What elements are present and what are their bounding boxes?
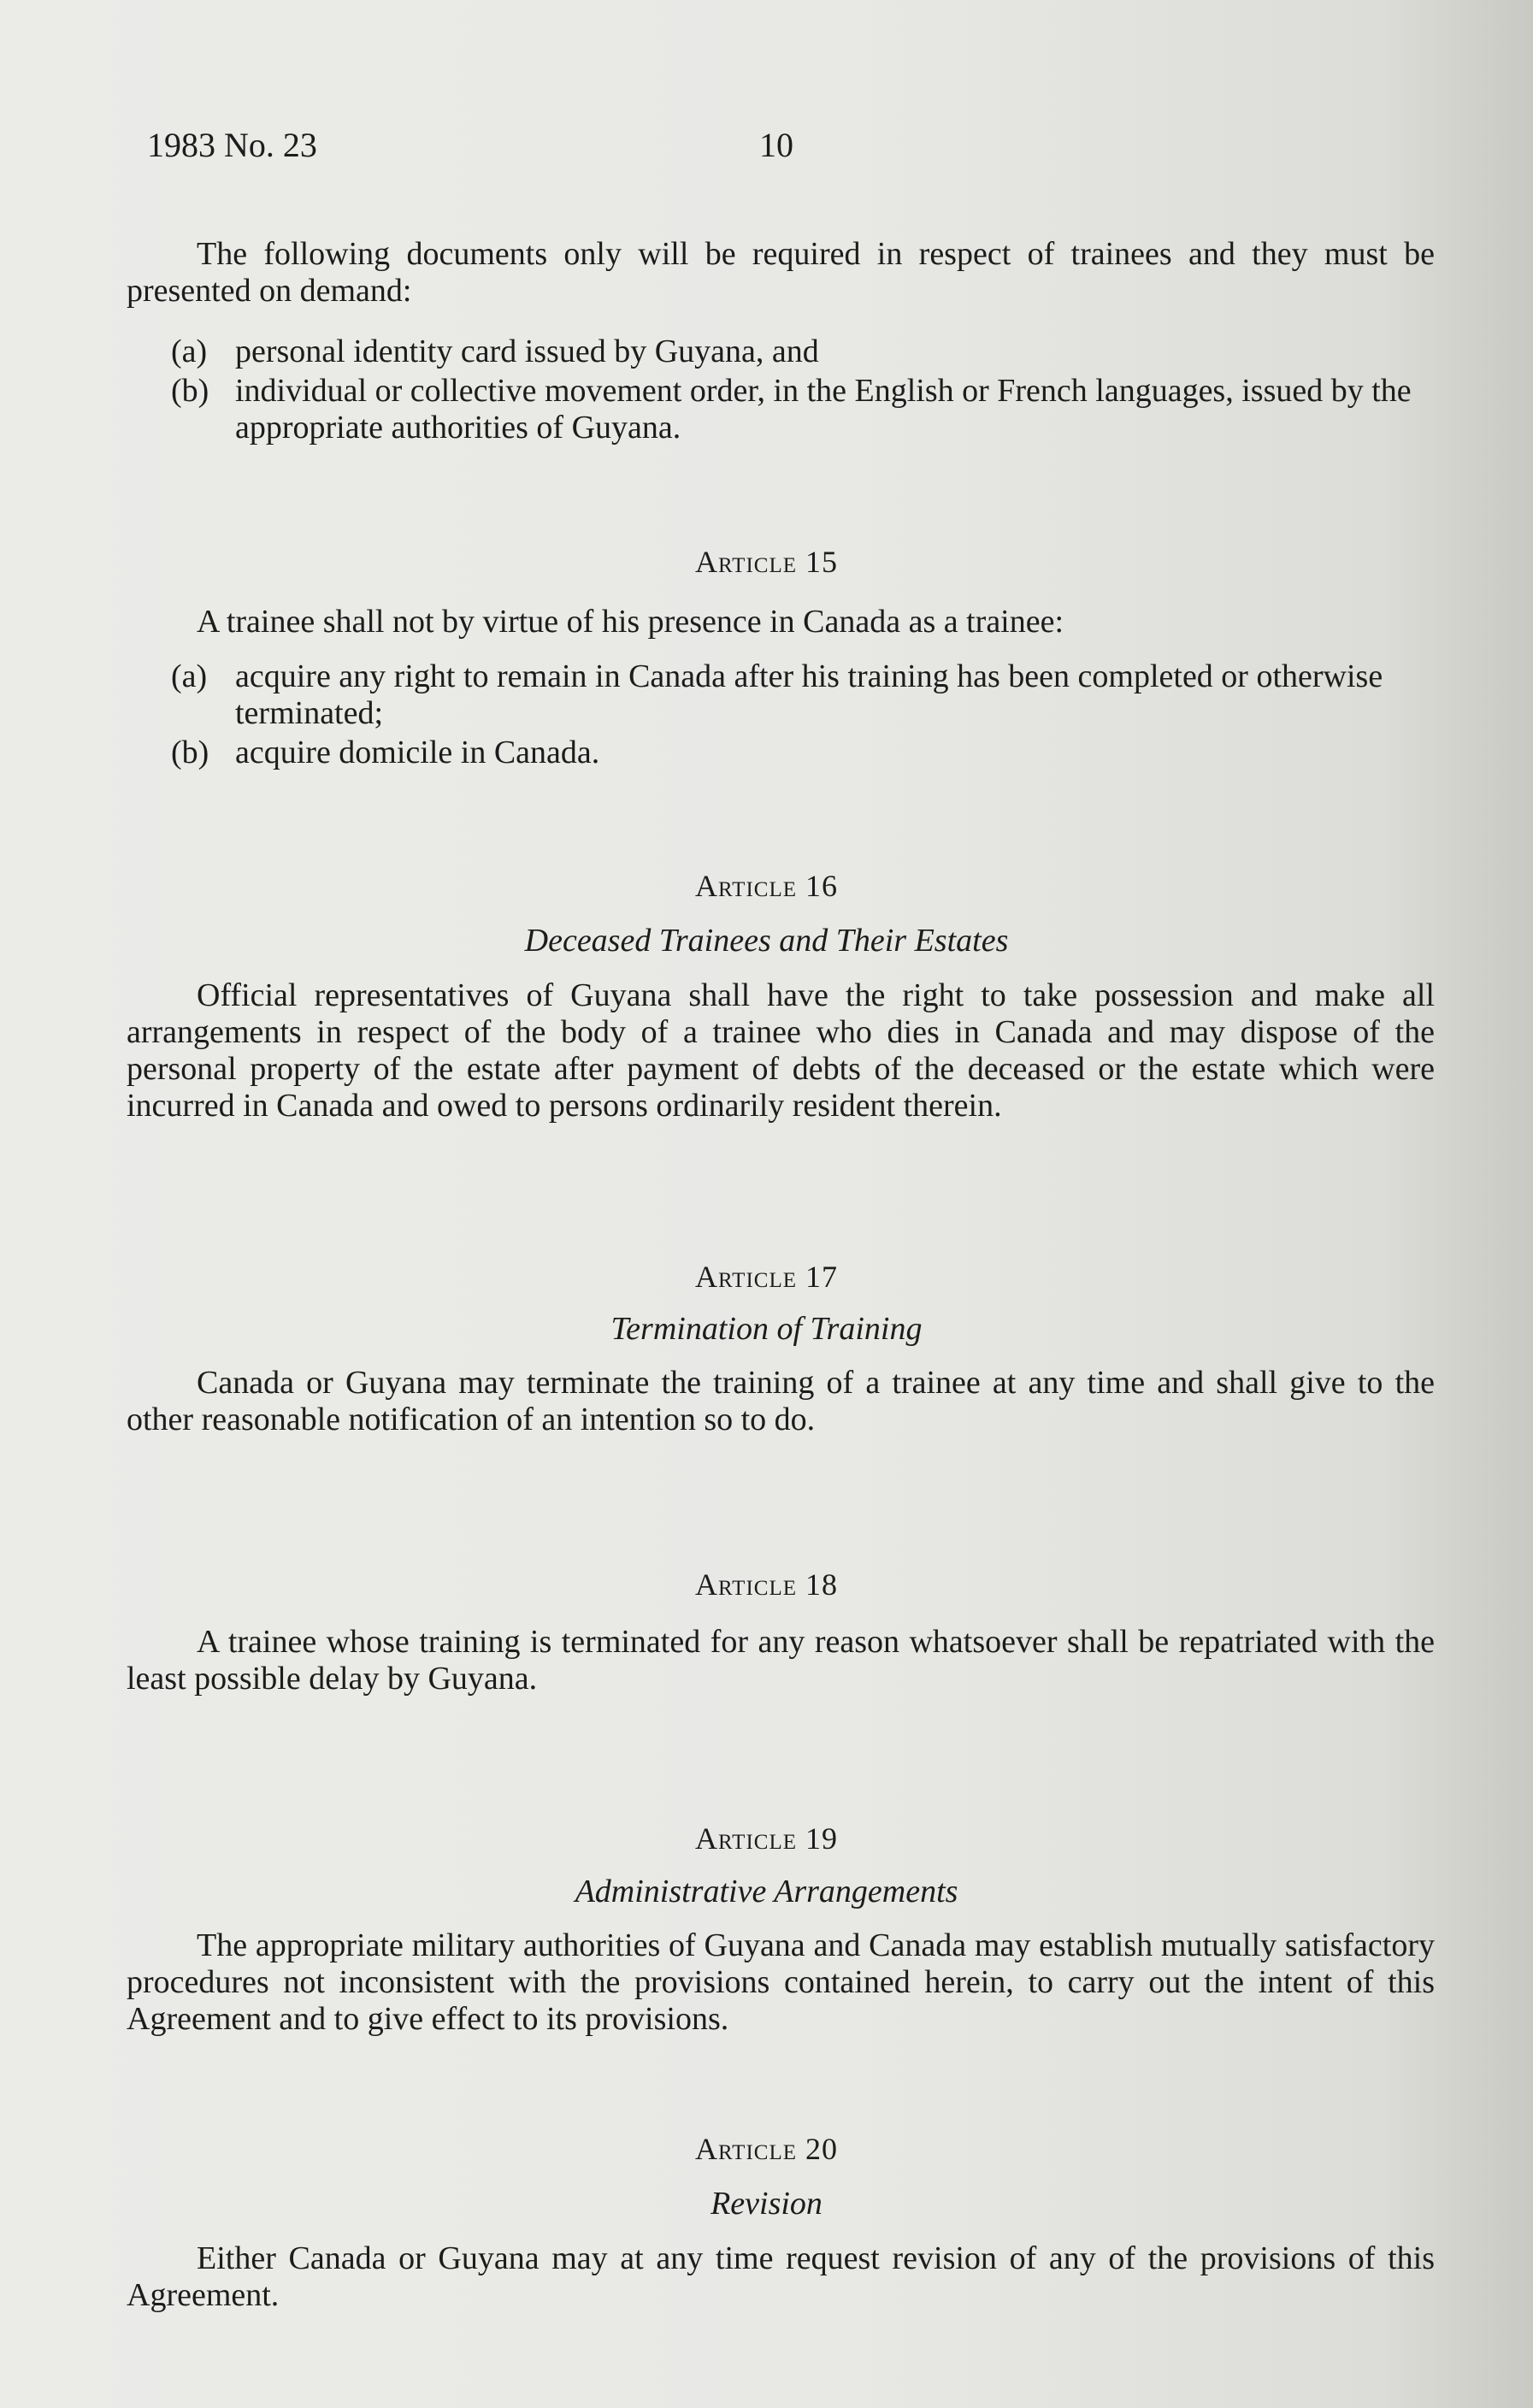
list-item-text: acquire domicile in Canada.: [235, 735, 600, 770]
article-16-heading: Article 16: [695, 869, 838, 903]
article-17-title: Termination of Training: [610, 1311, 923, 1347]
list-item-label: (b): [171, 373, 209, 409]
article-15-paragraph: A trainee shall not by virtue of his presence in Canada as a trainee:: [197, 604, 1064, 640]
list-item-label: (b): [171, 735, 209, 770]
article-19-paragraph: The appropriate military authorities of Guyana and Canada may establish mutually satisfactory procedures not inconsistent with the provisions contained herein, to carry out the intent of this Agreement and to give effect to its provisions.: [127, 1927, 1435, 2037]
article-17-heading: Article 17: [695, 1260, 838, 1294]
intro-document-list: [171, 333, 1436, 449]
list-item-label: (a): [171, 333, 208, 369]
list-item: [171, 735, 1436, 771]
article-17-paragraph: Canada or Guyana may terminate the training of a trainee at any time and shall give to the other reasonable notification of an intention so to do.: [127, 1365, 1435, 1437]
article-16-title: Deceased Trainees and Their Estates: [524, 923, 1009, 959]
article-18-paragraph: A trainee whose training is terminated for any reason whatsoever shall be repatriated with the least possible delay by Guyana.: [127, 1624, 1435, 1697]
article-15-list: [171, 658, 1436, 774]
article-18-heading: Article 18: [695, 1567, 838, 1602]
page-number: 10: [759, 126, 793, 164]
list-item: [171, 333, 1436, 370]
list-item-text: individual or collective movement order, in the English or French languages, issued by the appropriate authorities of Guyana.: [235, 373, 1412, 446]
list-item: [171, 373, 1436, 446]
article-20-heading: Article 20: [695, 2132, 838, 2166]
article-19-heading: Article 19: [695, 1821, 838, 1856]
list-item-label: (a): [171, 658, 208, 694]
intro-paragraph: The following documents only will be required in respect of trainees and they must be presented on demand:: [127, 236, 1435, 309]
running-header: 1983 No. 23: [147, 126, 317, 164]
list-item: [171, 658, 1436, 732]
list-item-text: acquire any right to remain in Canada after his training has been completed or otherwise terminated;: [235, 658, 1383, 731]
article-16-paragraph: Official representatives of Guyana shall have the right to take possession and make all arrangements in respect of the body of a trainee who dies in Canada and may dispose of the personal property of the estate after payment of debts of the deceased or the estate which were incurred in Canada and owed to persons ordinarily resident therein.: [127, 977, 1435, 1124]
article-20-title: Revision: [710, 2186, 823, 2222]
article-15-heading: Article 15: [695, 545, 838, 579]
article-20-paragraph: Either Canada or Guyana may at any time request revision of any of the provisions of this Agreement.: [127, 2240, 1435, 2313]
list-item-text: personal identity card issued by Guyana, and: [235, 333, 819, 369]
article-19-title: Administrative Arrangements: [575, 1874, 958, 1909]
